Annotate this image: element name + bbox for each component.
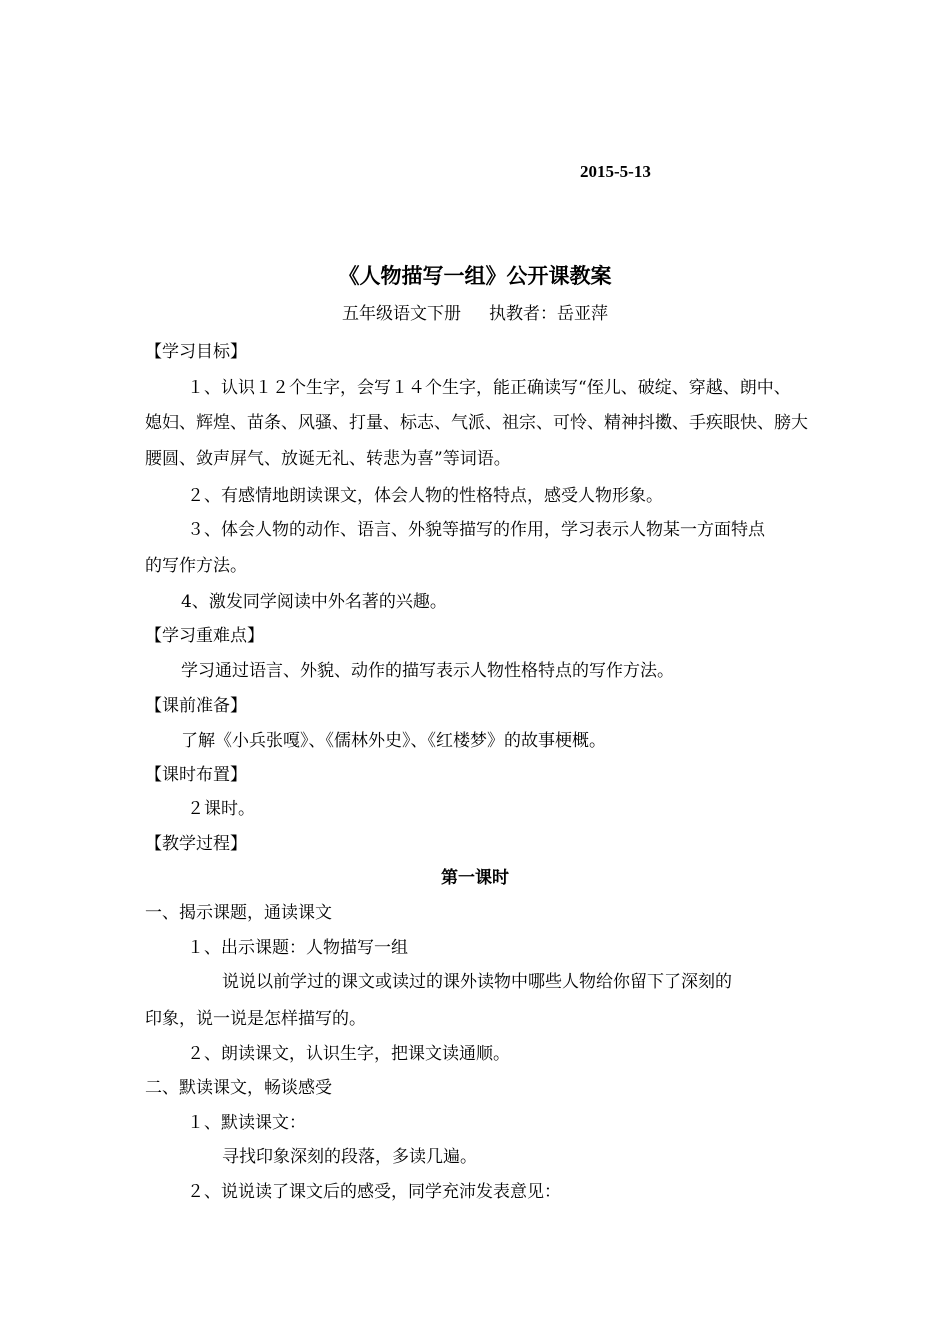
process-part-1-item-1-desc-line-2: 印象，说一说是怎样描写的。: [145, 1009, 366, 1029]
grade-label: 五年级语文下册: [342, 304, 461, 324]
goal-item-1-line-2: 媳妇、辉煌、苗条、风骚、打量、标志、气派、祖宗、可怜、精神抖擞、手疾眼快、膀大: [145, 413, 808, 433]
process-part-2-item-2: ２、说说读了课文后的感受，同学充沛发表意见：: [187, 1182, 561, 1202]
document-subtitle: [0, 302, 950, 326]
preparation-heading: 【课前准备】: [145, 696, 247, 716]
key-points-heading: 【学习重难点】: [145, 626, 264, 646]
goal-item-3-line-2: 的写作方法。: [145, 556, 247, 576]
process-part-1-item-1-desc-line-1: 说说以前学过的课文或读过的课外读物中哪些人物给你留下了深刻的: [222, 972, 732, 992]
schedule-heading: 【课时布置】: [145, 765, 247, 785]
goal-item-4: 4、激发同学阅读中外名著的兴趣。: [181, 592, 447, 612]
goals-heading: 【学习目标】: [145, 342, 247, 362]
process-part-2-item-1-desc: 寻找印象深刻的段落，多读几遍。: [222, 1147, 477, 1167]
key-points-text: 学习通过语言、外貌、动作的描写表示人物性格特点的写作方法。: [181, 661, 674, 681]
lesson-title: 第一课时: [441, 868, 509, 888]
goal-item-1-line-3: 腰圆、敛声屏气、放诞无礼、转悲为喜”等词语。: [145, 449, 511, 469]
goal-item-3-line-1: ３、体会人物的动作、语言、外貌等描写的作用，学习表示人物某一方面特点: [187, 520, 765, 540]
process-part-1-item-1: １、出示课题：人物描写一组: [187, 938, 408, 958]
process-part-2-item-1: １、默读课文：: [187, 1113, 306, 1133]
document-title: 《人物描写一组》公开课教案: [338, 263, 612, 288]
goal-item-1-line-1: １、认识１２个生字，会写１４个生字，能正确读写“侄儿、破绽、穿越、朗中、: [187, 378, 791, 398]
process-part-1-item-2: ２、朗读课文，认识生字，把课文读通顺。: [187, 1044, 510, 1064]
schedule-text: ２课时。: [187, 799, 255, 819]
process-part-1: 一、揭示课题，通读课文: [145, 903, 332, 923]
teacher-label: 执教者：岳亚萍: [489, 304, 608, 324]
goal-item-2: ２、有感情地朗读课文，体会人物的性格特点，感受人物形象。: [187, 486, 663, 506]
preparation-text: 了解《小兵张嘎》、《儒林外史》、《红楼梦》的故事梗概。: [181, 731, 606, 751]
process-heading: 【教学过程】: [145, 834, 247, 854]
process-part-2: 二、默读课文，畅谈感受: [145, 1078, 332, 1098]
document-date: 2015-5-13: [580, 162, 651, 181]
